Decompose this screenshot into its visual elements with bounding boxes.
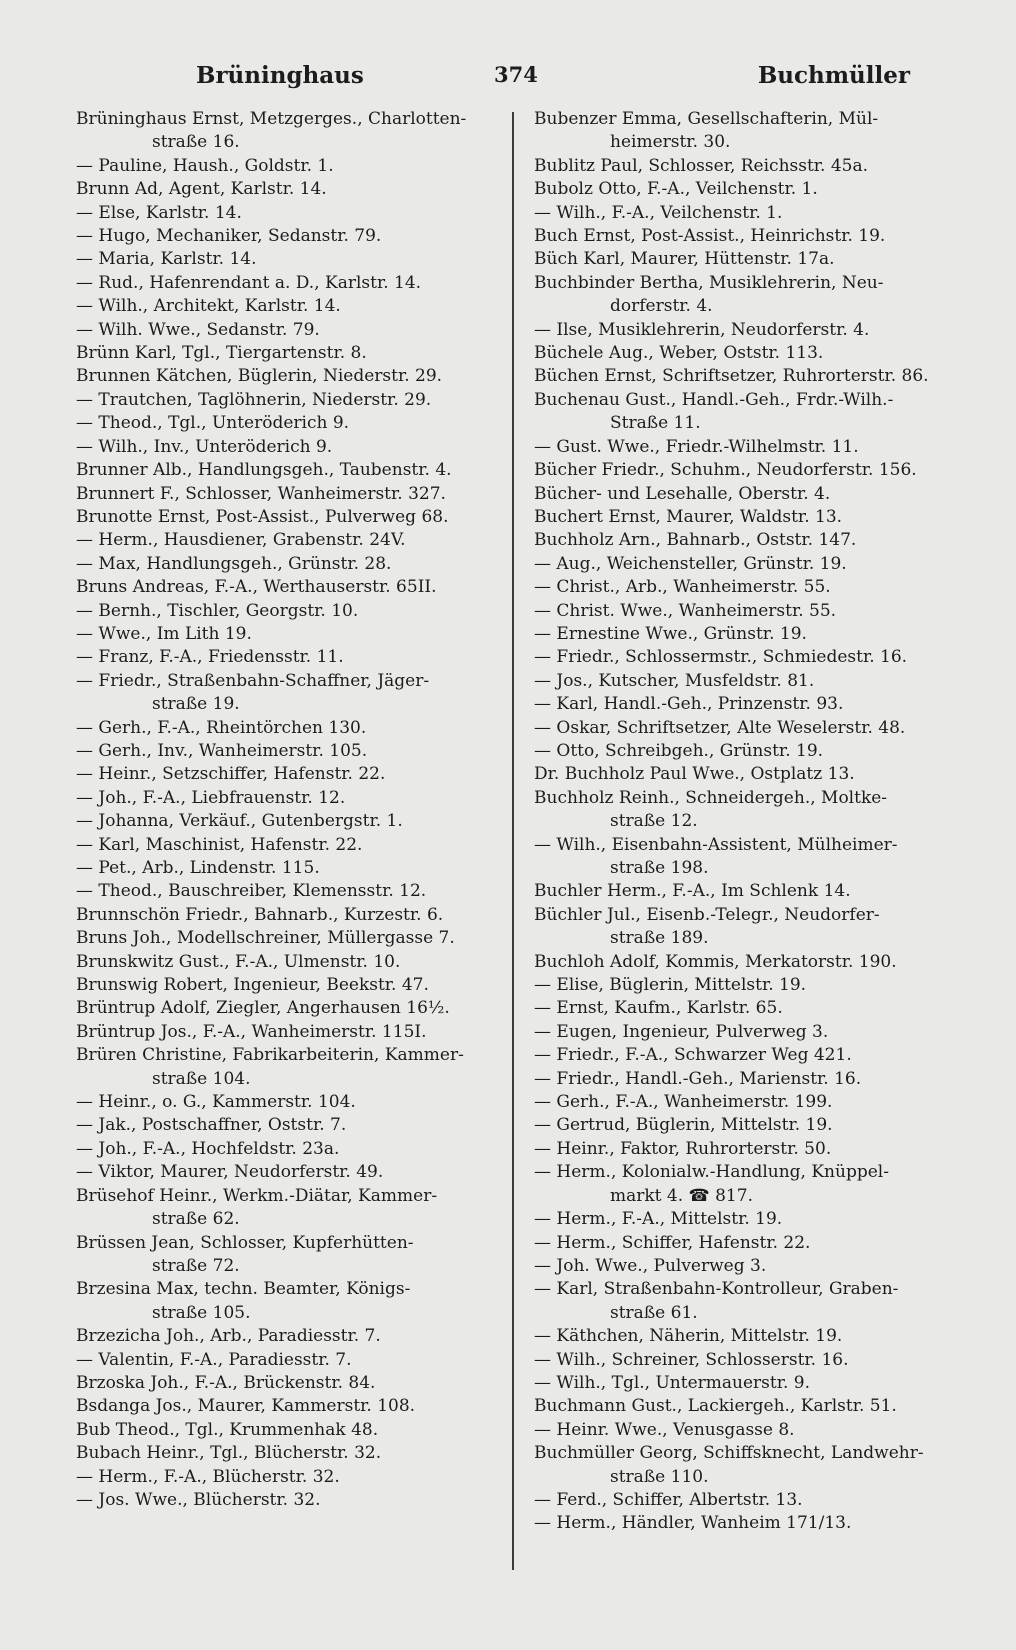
directory-entry: Brunn Ad, Agent, Karlstr. 14.	[76, 179, 327, 200]
right-column	[534, 108, 970, 1536]
directory-entry: Brüntrup Adolf, Ziegler, Angerhausen 16½.	[76, 998, 450, 1019]
directory-entry: Brünn Karl, Tgl., Tiergartenstr. 8.	[76, 343, 367, 364]
directory-entry: — Trautchen, Taglöhnerin, Niederstr. 29.	[76, 389, 432, 410]
directory-entry: — Pet., Arb., Lindenstr. 115.	[76, 858, 320, 878]
directory-entry: — Elise, Büglerin, Mittelstr. 19.	[534, 975, 807, 996]
directory-entry: — Wilh., Schreiner, Schlosserstr. 16.	[534, 1349, 849, 1370]
directory-entry: Brunotte Ernst, Post-Assist., Pulverweg 68.	[76, 506, 449, 527]
directory-entry: — Wilh., Architekt, Karlstr. 14.	[76, 296, 341, 317]
directory-entry: Brunnen Kätchen, Büglerin, Niederstr. 29.	[76, 366, 443, 387]
directory-entry: Brüssen Jean, Schlosser, Kupferhütten-	[76, 1232, 414, 1253]
entry-continuation: straße 62.	[152, 1209, 240, 1230]
entry-continuation: straße 72.	[152, 1255, 240, 1276]
directory-entry: — Wwe., Im Lith 19.	[76, 623, 252, 644]
directory-entry: Buchholz Arn., Bahnarb., Oststr. 147.	[534, 530, 857, 551]
directory-entry: — Wilh., Inv., Unteröderich 9.	[76, 436, 333, 457]
directory-entry: Brunswig Robert, Ingenieur, Beekstr. 47.	[76, 975, 429, 996]
directory-entry: — Käthchen, Näherin, Mittelstr. 19.	[534, 1326, 843, 1347]
directory-entry: Brüren Christine, Fabrikarbeiterin, Kammer-	[76, 1045, 464, 1066]
directory-entry: — Karl, Handl.-Geh., Prinzenstr. 93.	[534, 694, 844, 715]
directory-entry: — Friedr., Schlossermstr., Schmiedestr. 16.	[534, 647, 908, 668]
directory-entry: — Herm., Hausdiener, Grabenstr. 24V.	[76, 530, 406, 551]
directory-entry: — Wilh., F.-A., Veilchenstr. 1.	[534, 202, 783, 223]
directory-entry: — Max, Handlungsgeh., Grünstr. 28.	[76, 553, 392, 574]
directory-entry: — Friedr., Handl.-Geh., Marienstr. 16.	[534, 1068, 862, 1089]
entry-continuation: straße 104.	[152, 1068, 251, 1089]
directory-entry: — Heinr., o. G., Kammerstr. 104.	[76, 1092, 356, 1113]
directory-entry: — Joh., F.-A., Liebfrauenstr. 12.	[76, 787, 346, 808]
directory-entry: Buchmüller Georg, Schiffsknecht, Landwehr-	[534, 1443, 924, 1464]
directory-entry: — Herm., Händler, Wanheim 171/13.	[534, 1513, 852, 1534]
directory-entry: Brüninghaus Ernst, Metzgerges., Charlotten-	[76, 109, 467, 129]
entry-continuation: straße 105.	[152, 1302, 251, 1323]
entry-continuation: straße 19.	[152, 694, 240, 715]
directory-entry: Büchele Aug., Weber, Oststr. 113.	[534, 343, 824, 364]
directory-entry: Buchmann Gust., Lackiergeh., Karlstr. 51.	[534, 1396, 897, 1417]
directory-entry: Brzoska Joh., F.-A., Brückenstr. 84.	[76, 1372, 376, 1393]
directory-entry: — Karl, Maschinist, Hafenstr. 22.	[76, 834, 363, 855]
directory-entry: — Karl, Straßenbahn-Kontrolleur, Graben-	[534, 1279, 899, 1300]
directory-entry: — Maria, Karlstr. 14.	[76, 249, 257, 270]
directory-entry: — Christ. Wwe., Wanheimerstr. 55.	[534, 600, 837, 621]
directory-entry: Büch Karl, Maurer, Hüttenstr. 17a.	[534, 249, 835, 270]
directory-entry: — Wilh., Tgl., Untermauerstr. 9.	[534, 1372, 811, 1393]
directory-entry: Buchenau Gust., Handl.-Geh., Frdr.-Wilh.-	[534, 389, 894, 410]
directory-entry: — Ernestine Wwe., Grünstr. 19.	[534, 623, 807, 644]
directory-entry: — Pauline, Haush., Goldstr. 1.	[76, 155, 334, 176]
directory-entry: — Jos. Wwe., Blücherstr. 32.	[76, 1489, 321, 1510]
directory-entry: Bubolz Otto, F.-A., Veilchenstr. 1.	[534, 179, 818, 200]
directory-entry: — Heinr., Faktor, Ruhrorterstr. 50.	[534, 1138, 832, 1159]
entry-continuation: straße 61.	[610, 1302, 698, 1323]
directory-entry: — Jos., Kutscher, Musfeldstr. 81.	[534, 670, 815, 691]
entry-continuation: straße 110.	[610, 1466, 709, 1487]
directory-entry: — Else, Karlstr. 14.	[76, 202, 242, 223]
directory-entry: — Aug., Weichensteller, Grünstr. 19.	[534, 553, 847, 574]
directory-entry: Bruns Andreas, F.-A., Werthauserstr. 65II.	[76, 577, 437, 598]
header-right-keyword: Buchmüller	[757, 62, 910, 89]
left-column	[76, 108, 498, 1512]
directory-entry: — Gust. Wwe., Friedr.-Wilhelmstr. 11.	[534, 436, 859, 457]
directory-entry: — Bernh., Tischler, Georgstr. 10.	[76, 600, 359, 621]
directory-entry: — Ilse, Musiklehrerin, Neudorferstr. 4.	[534, 319, 870, 340]
directory-entry: — Friedr., F.-A., Schwarzer Weg 421.	[534, 1045, 852, 1066]
directory-entry: Buch Ernst, Post-Assist., Heinrichstr. 19.	[534, 226, 886, 247]
directory-entry: — Hugo, Mechaniker, Sedanstr. 79.	[76, 226, 382, 247]
entry-continuation: straße 16.	[152, 132, 240, 153]
directory-entry: — Joh. Wwe., Pulverweg 3.	[534, 1255, 767, 1276]
directory-entry: Dr. Buchholz Paul Wwe., Ostplatz 13.	[534, 764, 855, 785]
directory-entry: — Heinr. Wwe., Venusgasse 8.	[534, 1419, 795, 1440]
directory-entry: — Christ., Arb., Wanheimerstr. 55.	[534, 577, 831, 598]
directory-entry: Buchloh Adolf, Kommis, Merkatorstr. 190.	[534, 951, 897, 972]
directory-entry: Buchler Herm., F.-A., Im Schlenk 14.	[534, 881, 851, 902]
directory-entry: Brunnschön Friedr., Bahnarb., Kurzestr. 6.	[76, 904, 444, 925]
directory-entry: — Eugen, Ingenieur, Pulverweg 3.	[534, 1021, 829, 1042]
directory-entry: Bublitz Paul, Schlosser, Reichsstr. 45a.	[534, 155, 869, 176]
directory-entry: Brüsehof Heinr., Werkm.-Diätar, Kammer-	[76, 1185, 438, 1206]
directory-entry: — Gerh., F.-A., Rheintörchen 130.	[76, 717, 367, 738]
directory-entry: — Herm., F.-A., Blücherstr. 32.	[76, 1466, 340, 1487]
directory-entry: Buchholz Reinh., Schneidergeh., Moltke-	[534, 787, 888, 808]
directory-entry: — Franz, F.-A., Friedensstr. 11.	[76, 647, 344, 668]
page-number: 374	[494, 62, 538, 87]
directory-entry: — Viktor, Maurer, Neudorferstr. 49.	[76, 1162, 384, 1183]
directory-entry: — Rud., Hafenrendant a. D., Karlstr. 14.	[76, 272, 422, 293]
entry-continuation: dorferstr. 4.	[610, 296, 713, 317]
directory-entry: Bruns Joh., Modellschreiner, Müllergasse 7.	[76, 928, 455, 949]
directory-entry: — Heinr., Setzschiffer, Hafenstr. 22.	[76, 764, 386, 785]
entry-continuation: straße 189.	[610, 928, 709, 949]
entry-continuation: straße 198.	[610, 858, 709, 878]
directory-entry: — Jak., Postschaffner, Oststr. 7.	[76, 1115, 347, 1136]
directory-entry: — Friedr., Straßenbahn-Schaffner, Jäger-	[76, 670, 430, 691]
directory-entry: Bub Theod., Tgl., Krummenhak 48.	[76, 1419, 379, 1440]
directory-entry: Brüntrup Jos., F.-A., Wanheimerstr. 115I.	[76, 1021, 427, 1042]
directory-entry: — Gertrud, Büglerin, Mittelstr. 19.	[534, 1115, 833, 1136]
directory-entry: Bücher Friedr., Schuhm., Neudorferstr. 156.	[534, 460, 917, 481]
column-divider	[512, 112, 514, 1570]
directory-entry: — Gerh., Inv., Wanheimerstr. 105.	[76, 740, 368, 761]
entry-continuation: straße 12.	[610, 811, 698, 832]
directory-entry: — Theod., Tgl., Unteröderich 9.	[76, 413, 350, 434]
header-left-keyword: Brüninghaus	[196, 62, 364, 89]
directory-entry: — Wilh. Wwe., Sedanstr. 79.	[76, 319, 320, 340]
directory-entry: Brzesina Max, techn. Beamter, Königs-	[76, 1279, 411, 1300]
entry-continuation: Straße 11.	[610, 413, 701, 434]
page-header	[76, 62, 970, 94]
directory-entry: — Ernst, Kaufm., Karlstr. 65.	[534, 998, 783, 1019]
directory-entry: — Joh., F.-A., Hochfeldstr. 23a.	[76, 1138, 340, 1159]
directory-entry: Buchert Ernst, Maurer, Waldstr. 13.	[534, 506, 843, 527]
directory-entry: — Oskar, Schriftsetzer, Alte Weselerstr. 48.	[534, 717, 906, 738]
directory-entry: Brunnert F., Schlosser, Wanheimerstr. 327.	[76, 483, 446, 504]
directory-entry: Brunskwitz Gust., F.-A., Ulmenstr. 10.	[76, 951, 401, 972]
directory-entry: Buchbinder Bertha, Musiklehrerin, Neu-	[534, 272, 884, 293]
directory-entry: Brunner Alb., Handlungsgeh., Taubenstr. 4.	[76, 460, 452, 481]
directory-entry: — Gerh., F.-A., Wanheimerstr. 199.	[534, 1092, 833, 1113]
directory-entry: Bubach Heinr., Tgl., Blücherstr. 32.	[76, 1443, 382, 1464]
directory-entry: — Ferd., Schiffer, Albertstr. 13.	[534, 1489, 803, 1510]
directory-entry: — Theod., Bauschreiber, Klemensstr. 12.	[76, 881, 427, 902]
entry-continuation: heimerstr. 30.	[610, 132, 731, 153]
directory-entry: Brzezicha Joh., Arb., Paradiesstr. 7.	[76, 1326, 381, 1347]
directory-entry: — Herm., Kolonialw.-Handlung, Knüppel-	[534, 1162, 889, 1183]
directory-entry: — Herm., Schiffer, Hafenstr. 22.	[534, 1232, 811, 1253]
directory-entry: — Johanna, Verkäuf., Gutenbergstr. 1.	[76, 811, 403, 832]
directory-entry: — Wilh., Eisenbahn-Assistent, Mülheimer-	[534, 834, 898, 855]
directory-entry: Bsdanga Jos., Maurer, Kammerstr. 108.	[76, 1396, 416, 1417]
directory-entry: Büchen Ernst, Schriftsetzer, Ruhrorterstr. 86.	[534, 366, 929, 387]
directory-entry: Bücher- und Lesehalle, Oberstr. 4.	[534, 483, 831, 504]
entry-continuation: markt 4. ☎ 817.	[610, 1185, 753, 1206]
directory-entry: — Otto, Schreibgeh., Grünstr. 19.	[534, 740, 824, 761]
directory-entry: Bubenzer Emma, Gesellschafterin, Mül-	[534, 109, 879, 129]
directory-entry: Büchler Jul., Eisenb.-Telegr., Neudorfer-	[534, 904, 880, 925]
directory-entry: — Valentin, F.-A., Paradiesstr. 7.	[76, 1349, 352, 1370]
directory-entry: — Herm., F.-A., Mittelstr. 19.	[534, 1209, 783, 1230]
